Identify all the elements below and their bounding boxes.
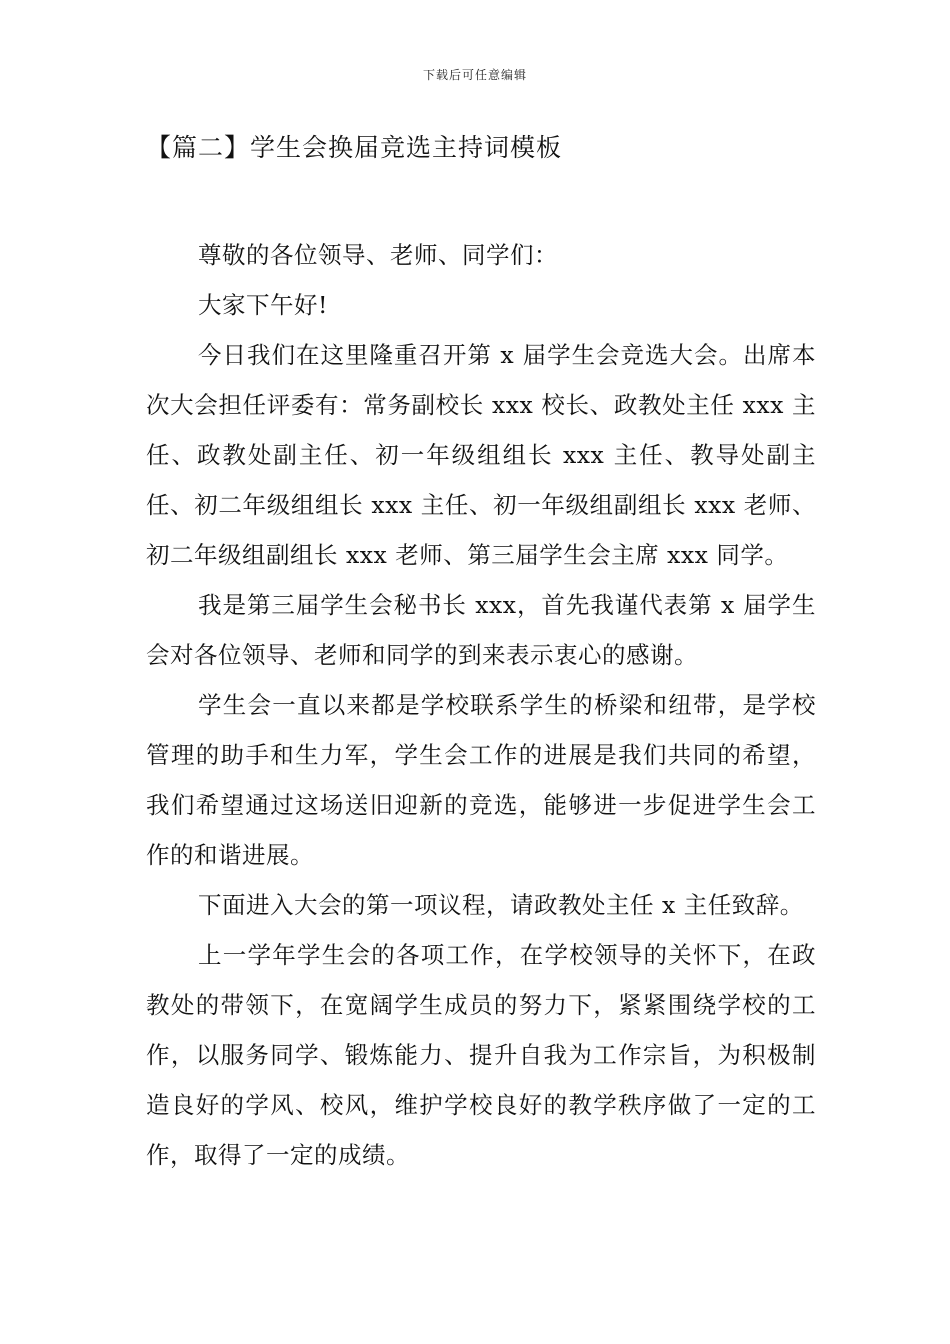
- paragraph-role-of-council: 学生会一直以来都是学校联系学生的桥梁和纽带，是学校管理的助手和生力军，学生会工作的进展是我们共同的希望，我们希望通过这场送旧迎新的竞选，能够进一步促进学生会工作的和谐进展。: [146, 691, 816, 869]
- paragraph-review: 上一学年学生会的各项工作，在学校领导的关怀下，在政教处的带领下，在宽阔学生成员的努力下，紧紧围绕学校的工作，以服务同学、锻炼能力、提升自我为工作宗旨，为积极制造良好的学风、校风，维护学校良好的教学秩序做了一定的工作，取得了一定的成绩。: [146, 941, 816, 1169]
- paragraph-agenda: 下面进入大会的第一项议程，请政教处主任 x 主任致辞。: [198, 891, 804, 919]
- paragraph-introduction: 我是第三届学生会秘书长 xxx，首先我谨代表第 x 届学生会对各位领导、老师和同学的到来表示衷心的感谢。: [146, 591, 816, 669]
- document-body: [146, 230, 816, 1180]
- document-title: 【篇二】学生会换届竞选主持词模板: [146, 133, 563, 162]
- header-note: 下载后可任意编辑: [422, 68, 527, 82]
- paragraph-salutation: 尊敬的各位领导、老师、同学们：: [198, 241, 558, 269]
- paragraph-greeting: 大家下午好!: [198, 291, 328, 319]
- paragraph-opening: 今日我们在这里隆重召开第 x 届学生会竞选大会。出席本次大会担任评委有：常务副校长 xxx 校长、政教处主任 xxx 主任、政教处副主任、初一年级组组长 xxx 主任、教导处副主任、初二年级组组长 xxx 主任、初一年级组副组长 xxx 老师、初二年级组副组长 xxx 老师、第三届学生会主席 xxx 同学。: [146, 341, 816, 569]
